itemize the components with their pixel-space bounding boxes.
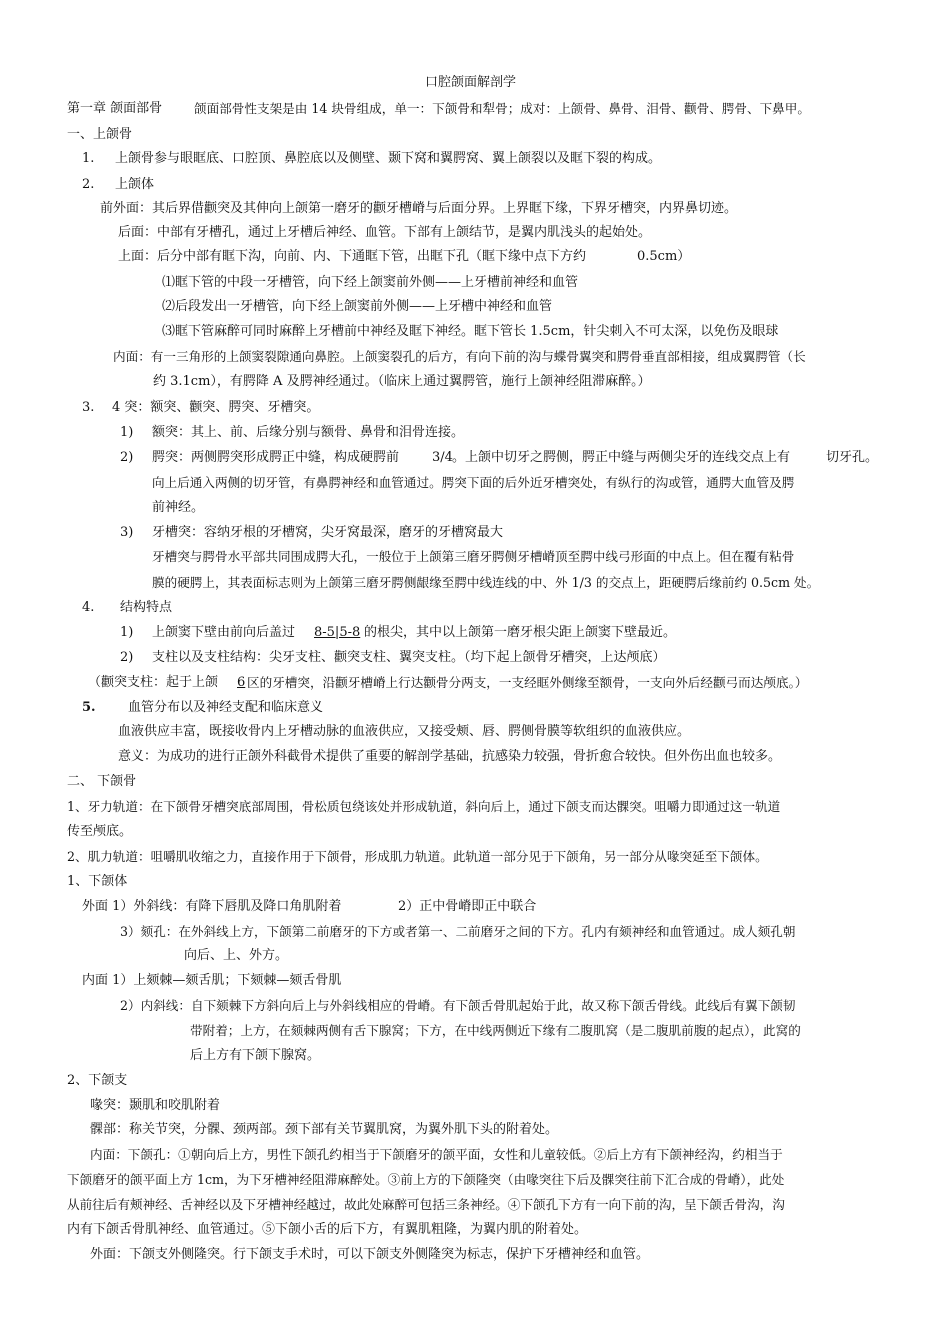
paragraph-text: ⑴眶下管的中段一牙槽管，向下经上颌窦前外侧——上牙槽前神经和血管 bbox=[162, 275, 579, 290]
list-number: 1) bbox=[120, 625, 134, 640]
list-number: 2) bbox=[120, 450, 134, 465]
list-number: 1. bbox=[82, 151, 95, 166]
paragraph-text: 外面：下颌支外侧隆突。行下颌支手术时，可以下颌支外侧隆突为标志，保护下牙槽神经和血管。 bbox=[90, 1247, 650, 1262]
paragraph-text: 内有下颌舌骨肌神经、血管通过。⑤下颌小舌的后下方，有翼肌粗隆，为翼内肌的附着处。 bbox=[67, 1222, 588, 1237]
paragraph-text: 传至颅底。 bbox=[67, 824, 133, 839]
paragraph-text: 的根尖，其中以上颌第一磨牙根尖距上颌窦下壁最近。 bbox=[364, 625, 677, 640]
tooth-notation: 6 bbox=[237, 675, 246, 690]
list-number: 2) bbox=[120, 650, 134, 665]
section-heading-mandible: 二、 下颌骨 bbox=[67, 774, 137, 789]
paragraph-text: 髁部：称关节突，分髁、颈两部。颈下部有关节翼肌窝，为翼外肌下头的附着处。 bbox=[90, 1122, 559, 1137]
paragraph-text: 向上后通入两侧的切牙管，有鼻腭神经和血管通过。腭突下面的后外近牙槽突处，有纵行的沟或管，通腭大血管及腭 bbox=[152, 475, 795, 490]
paragraph-text: 带附着；上方，在颏棘两侧有舌下腺窝；下方，在中线两侧近下缘有二腹肌窝（是二腹肌前腹的起点），此窝的 bbox=[190, 1023, 801, 1038]
paragraph-text: 喙突：颞肌和咬肌附着 bbox=[90, 1098, 221, 1113]
paragraph-text: 3）颏孔：在外斜线上方，下颌第二前磨牙的下方或者第一、二前磨牙之间的下方。孔内有颏神经和血管通过。成人颏孔朝 bbox=[120, 924, 796, 939]
paragraph-text: 从前往后有颊神经、舌神经以及下牙槽神经越过，故此处麻醉可包括三条神经。④下颌孔下方有一向下前的沟，呈下颌舌骨沟，沟 bbox=[67, 1197, 785, 1212]
list-number: 2. bbox=[82, 177, 95, 192]
paragraph-text: 向后、上、外方。 bbox=[184, 948, 289, 963]
list-number: 1) bbox=[120, 425, 134, 440]
section-heading-maxilla: 一、上颌骨 bbox=[67, 127, 133, 142]
chapter-text: 颌面部骨性支架是由 14 块骨组成，单一：下颌骨和犁骨；成对：上颌骨、鼻骨、泪骨、颧骨、腭骨、下鼻甲。 bbox=[194, 101, 810, 116]
paragraph-text: 上颌窦下壁由前向后盖过 bbox=[152, 625, 296, 640]
paragraph-text: 上面：后分中部有眶下沟，向前、内、下通眶下管，出眶下孔（眶下缘中点下方约 bbox=[118, 249, 587, 264]
chapter-heading: 第一章 颌面部骨 bbox=[67, 101, 163, 116]
paragraph-text: 0.5cm） bbox=[637, 249, 691, 264]
paragraph-text: 腭突：两侧腭突形成腭正中缝，构成硬腭前 bbox=[152, 450, 400, 465]
subsection-heading: 血管分布以及神经支配和临床意义 bbox=[128, 700, 324, 715]
paragraph-text: 。上颌中切牙之腭侧，腭正中缝与两侧尖牙的连线交点上有 bbox=[452, 450, 791, 465]
paragraph-text: 支柱以及支柱结构：尖牙支柱、颧突支柱、翼突支柱。（均下起上颌骨牙槽突，上达颅底） bbox=[152, 650, 666, 665]
paragraph-text: 后上方有下颌下腺窝。 bbox=[190, 1048, 321, 1063]
paragraph-text: 2）内斜线：自下颏棘下方斜向后上与外斜线相应的骨嵴。有下颌舌骨肌起始于此，故又称下颌舌骨线。此线后有翼下颌韧 bbox=[120, 998, 796, 1013]
paragraph-text: 额突：其上、前、后缘分别与额骨、鼻骨和泪骨连接。 bbox=[152, 425, 465, 440]
paragraph-text: 牙槽突与腭骨水平部共同围成腭大孔，一般位于上颌第三磨牙腭侧牙槽嵴顶至腭中线弓形面的中点上。但在覆有粘骨 bbox=[152, 549, 795, 564]
subsection-heading: 2、下颌支 bbox=[67, 1073, 128, 1088]
paragraph-text: 膜的硬腭上，其表面标志则为上颌第三磨牙腭侧龈缘至腭中线连线的中、外 1/3 的交点上，距硬腭后缘前约 0.5cm 处。 bbox=[152, 575, 820, 590]
list-number: 3) bbox=[120, 525, 134, 540]
paragraph-text: （颧突支柱：起于上颌 bbox=[88, 675, 219, 690]
subsection-heading: 4 突：额突、颧突、腭突、牙槽突。 bbox=[112, 400, 320, 415]
paragraph-text: 血液供应丰富，既接收骨内上牙槽动脉的血液供应，又接受颊、唇、腭侧骨膜等软组织的血液供应。 bbox=[118, 724, 691, 739]
paragraph-text: 约 3.1cm），有腭降 A 及腭神经通过。（临床上通过翼腭管，施行上颌神经阻滞麻醉。） bbox=[153, 374, 651, 389]
subsection-heading: 结构特点 bbox=[120, 600, 173, 615]
subsection-heading: 1、下颌体 bbox=[67, 874, 128, 889]
list-number: 5. bbox=[82, 700, 96, 715]
paragraph-text: 2）正中骨嵴即正中联合 bbox=[398, 899, 537, 914]
paragraph-text: 后面：中部有牙槽孔，通过上牙槽后神经、血管。下部有上颌结节，是翼内肌浅头的起始处。 bbox=[118, 225, 652, 240]
paragraph-text: 内面：有一三角形的上颌窦裂隙通向鼻腔。上颌窦裂孔的后方，有向下前的沟与蝶骨翼突和腭骨垂直部相接，组成翼腭管（长 bbox=[113, 349, 806, 364]
paragraph-text: 区的牙槽突，沿颧牙槽嵴上行达颧骨分两支，一支经眶外侧缘至额骨，一支向外后经颧弓而达颅底。） bbox=[247, 675, 808, 690]
paragraph-text: 前神经。 bbox=[152, 500, 205, 515]
document-title: 口腔颌面解剖学 bbox=[425, 75, 517, 90]
paragraph-text: 下颌磨牙的颌平面上方 1cm，为下牙槽神经阻滞麻醉处。③前上方的下颌隆突（由喙突往下后及髁突往前下汇合成的骨嵴），此处 bbox=[67, 1172, 785, 1187]
paragraph-text: 前外面：其后界借颧突及其伸向上颌第一磨牙的颧牙槽嵴与后面分界。上界眶下缘，下界牙槽突，内界鼻切迹。 bbox=[100, 201, 738, 216]
paragraph-text: 3/4 bbox=[432, 450, 453, 465]
paragraph-text: 内面：下颌孔：①朝向后上方，男性下颌孔约相当于下颌磨牙的颌平面，女性和儿童较低。②后上方有下颌神经沟，约相当于 bbox=[90, 1147, 783, 1162]
paragraph-text: 意义：为成功的进行正颌外科截骨术提供了重要的解剖学基础，抗感染力较强，骨折愈合较快。但外伤出血也较多。 bbox=[118, 749, 782, 764]
paragraph-text: ⑶眶下管麻醉可同时麻醉上牙槽前中神经及眶下神经。眶下管长 1.5cm，针尖刺入不可太深，以免伤及眼球 bbox=[162, 324, 779, 339]
paragraph-text: 上颌骨参与眼眶底、口腔顶、鼻腔底以及侧壁、颞下窝和翼腭窝、翼上颌裂以及眶下裂的构成。 bbox=[115, 151, 662, 166]
paragraph-text: 牙槽突：容纳牙根的牙槽窝，尖牙窝最深，磨牙的牙槽窝最大 bbox=[152, 525, 504, 540]
subsection-heading: 上颌体 bbox=[115, 177, 155, 192]
paragraph-text: ⑵后段发出一牙槽管，向下经上颌窦前外侧——上牙槽中神经和血管 bbox=[162, 299, 553, 314]
list-number: 4. bbox=[82, 600, 95, 615]
list-number: 3. bbox=[82, 400, 95, 415]
paragraph-text: 外面 1）外斜线：有降下唇肌及降口角肌附着 bbox=[82, 899, 342, 914]
paragraph-text: 1、牙力轨道：在下颌骨牙槽突底部周围，骨松质包绕该处并形成轨道，斜向后上，通过下颌支而达髁突。咀嚼力即通过这一轨道 bbox=[67, 799, 781, 814]
paragraph-text: 内面 1）上颏棘—颏舌肌；下颏棘—颏舌骨肌 bbox=[82, 973, 342, 988]
tooth-notation: 8-5|5-8 bbox=[314, 625, 361, 640]
paragraph-text: 切牙孔。 bbox=[826, 450, 879, 465]
paragraph-text: 2、肌力轨道：咀嚼肌收缩之力，直接作用于下颌骨，形成肌力轨道。此轨道一部分见于下颌角，另一部分从喙突延至下颌体。 bbox=[67, 849, 768, 864]
